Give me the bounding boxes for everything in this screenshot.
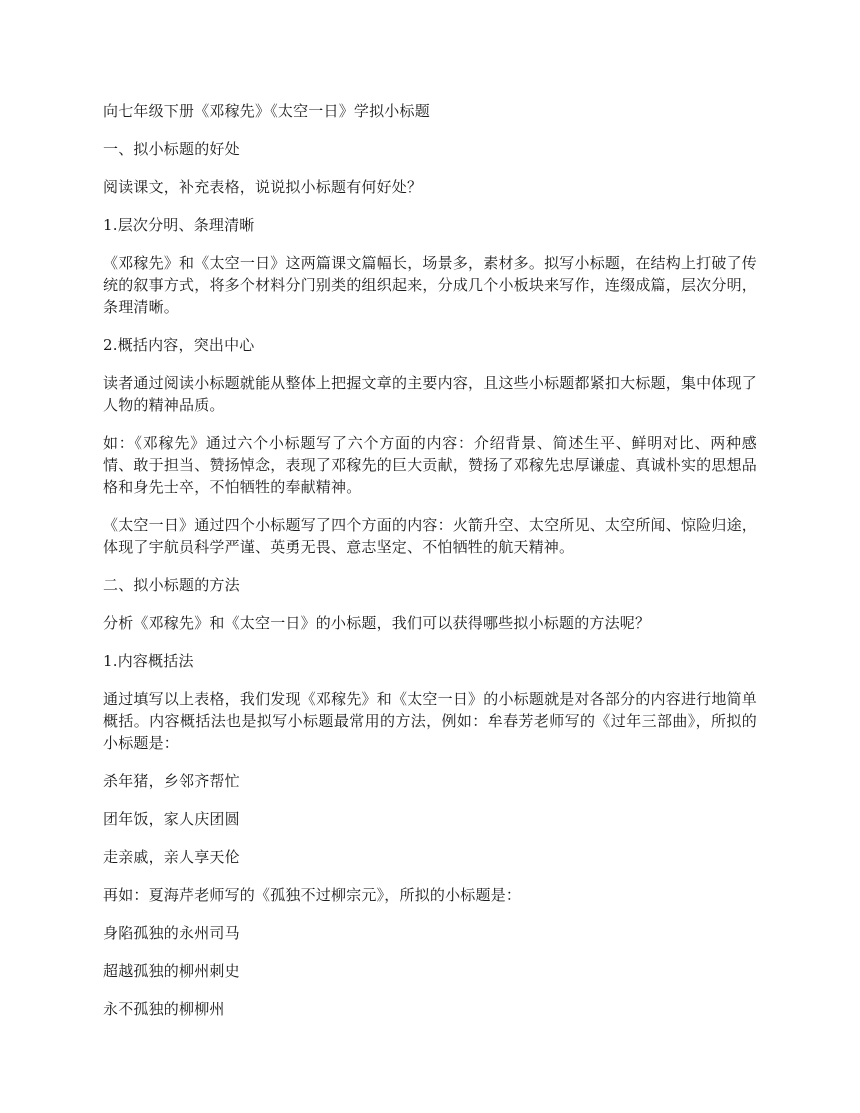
section-heading-benefits: 一、拟小标题的好处 <box>103 140 240 158</box>
subheading-summarize-content: 2.概括内容，突出中心 <box>103 336 255 354</box>
paragraph: 再如：夏海芹老师写的《孤独不过柳宗元》，所拟的小标题是： <box>103 886 522 904</box>
subheading-clear-structure: 1.层次分明、条理清晰 <box>103 216 255 234</box>
paragraph: 读者通过阅读小标题就能从整体上把握文章的主要内容，且这些小标题都紧扣大标题，集中体现了人物的精神品质。 <box>103 374 757 414</box>
example-subtitle: 永不孤独的柳柳州 <box>103 1000 225 1018</box>
paragraph: 《邓稼先》和《太空一日》这两篇课文篇幅长，场景多，素材多。拟写小标题，在结构上打破了传统的叙事方式，将多个材料分门别类的组织起来，分成几个小板块来写作，连缀成篇，层次分明，条理清晰。 <box>103 254 757 316</box>
subheading-content-summary-method: 1.内容概括法 <box>103 652 194 670</box>
document-page <box>103 100 757 1036</box>
example-subtitle: 身陷孤独的永州司马 <box>103 924 240 942</box>
paragraph: 阅读课文，补充表格，说说拟小标题有何好处？ <box>103 178 423 196</box>
paragraph: 通过填写以上表格，我们发现《邓稼先》和《太空一日》的小标题就是对各部分的内容进行地简单概括。内容概括法也是拟写小标题最常用的方法，例如：牟春芳老师写的《过年三部曲》，所拟的小标题是： <box>103 690 757 752</box>
section-heading-methods: 二、拟小标题的方法 <box>103 576 240 594</box>
paragraph: 分析《邓稼先》和《太空一日》的小标题，我们可以获得哪些拟小标题的方法呢？ <box>103 614 651 632</box>
paragraph: 《太空一日》通过四个小标题写了四个方面的内容：火箭升空、太空所见、太空所闻、惊险归途，体现了宇航员科学严谨、英勇无畏、意志坚定、不怕牺牲的航天精神。 <box>103 516 757 556</box>
example-subtitle: 团年饭，家人庆团圆 <box>103 810 240 828</box>
example-subtitle: 杀年猪，乡邻齐帮忙 <box>103 772 240 790</box>
example-subtitle: 超越孤独的柳州刺史 <box>103 962 240 980</box>
paragraph: 如：《邓稼先》通过六个小标题写了六个方面的内容：介绍背景、简述生平、鲜明对比、两种感情、敢于担当、赞扬悼念，表现了邓稼先的巨大贡献，赞扬了邓稼先忠厚谦虚、真诚朴实的思想品格和身先士卒，不怕牺牲的奉献精神。 <box>103 434 757 496</box>
example-subtitle: 走亲戚，亲人享天伦 <box>103 848 240 866</box>
document-title: 向七年级下册《邓稼先》《太空一日》学拟小标题 <box>103 102 430 120</box>
